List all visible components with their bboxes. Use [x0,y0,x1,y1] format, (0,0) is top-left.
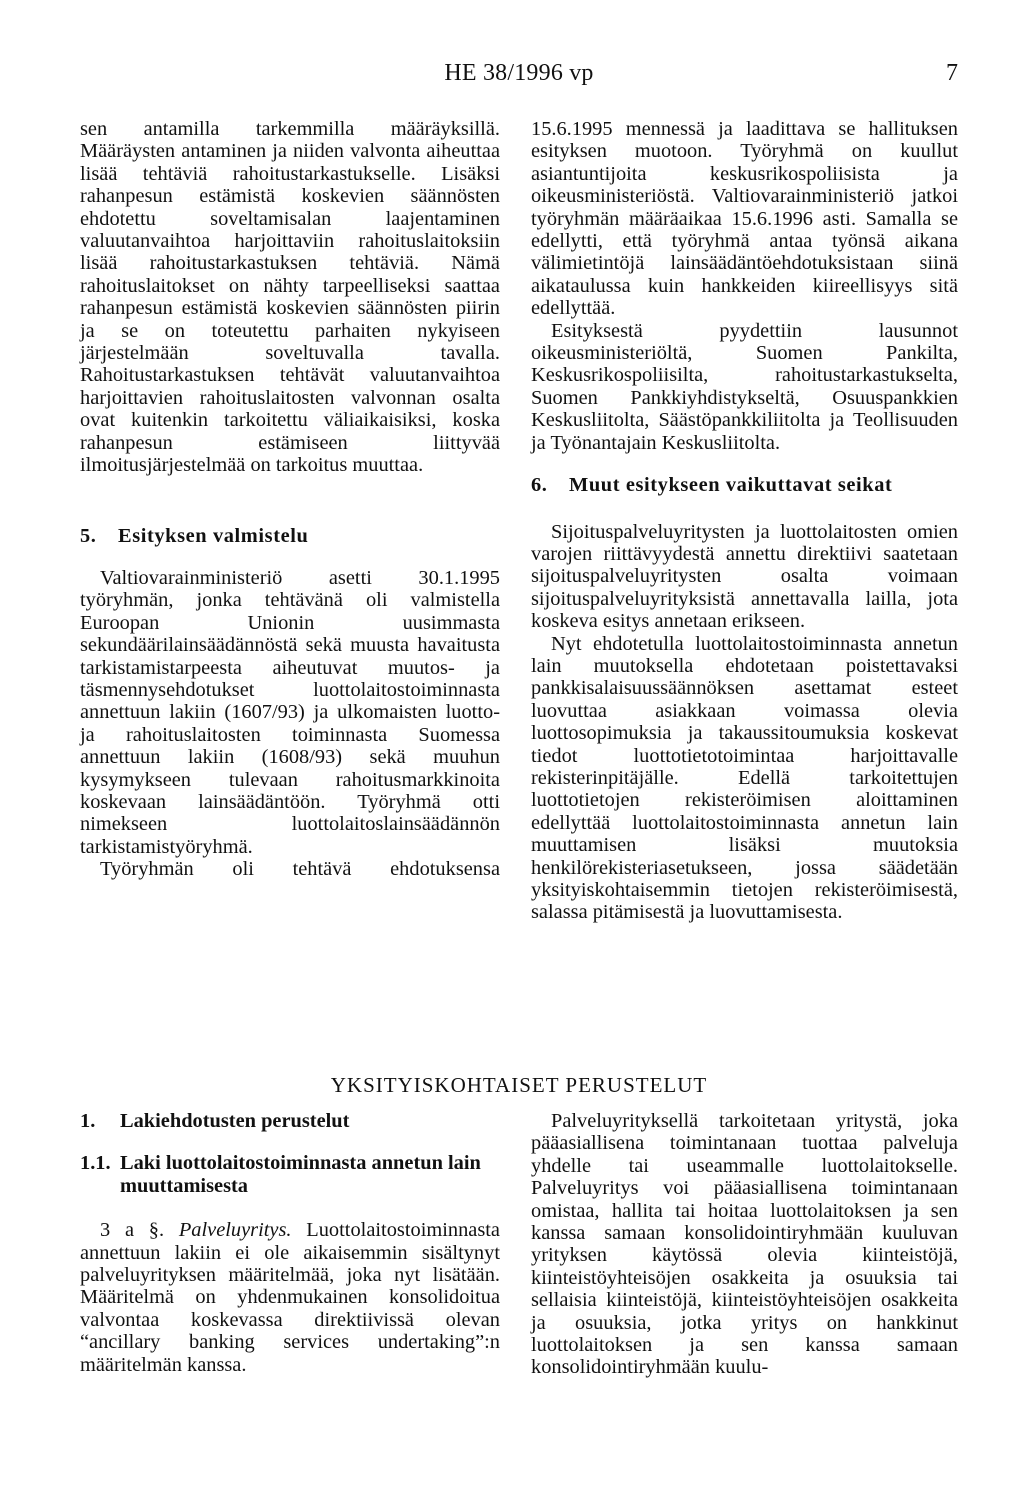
left-paragraph-3: Työryhmän oli tehtävä ehdotuksensa [100,858,500,881]
document-id: HE 38/1996 vp [444,60,594,86]
right-paragraph-3: Sijoituspalveluyritysten ja luottolaitosten omien varojen riittävyydestä annettu direktiivi saatetaan sijoituspalveluyritysten osalta voimaan sijoituspalveluyrityksistä annettavalla lailla, jota koskeva esitys annetaan erikseen. [531,520,958,633]
section-number: 5. [80,524,97,547]
lower-right-column [531,1110,958,1379]
right-paragraph-4: Nyt ehdotetulla luottolaitostoiminnasta annetun lain muutoksella ehdotetaan poistettavaksi pankkisalaisuussäännöksen asettamat esteet luovuttaa asiakkaan voimassa olevia luottosopimuksia ja takaussitoumuksia koskevat tiedot luottotietotoimintaa harjoittavalle rekisterinpitäjälle. Edellä tarkoitettujen luottotietojen rekisteröimisen aloittaminen edellyttää luottolaitostoiminnasta annetun lain muuttamisen lisäksi muutoksia henkilörekisteriasetukseen, jossa säädetään yksityiskohtaisemmin tietojen rekisteröimisestä, salassa pitämisestä ja luovuttamisesta. [531,632,958,924]
left-column [80,118,500,881]
section-name: Palveluyritys. [178,1219,292,1242]
section-title: Muut esitykseen vaikuttavat seikat [569,474,893,497]
heading-number: 1. [80,1110,96,1132]
section-title: Esityksen valmistelu [118,524,309,547]
section-3a-text: Luottolaitostoiminnasta annettuun lakiin ei ole aikaisemmin sisältynyt palveluyrityksen määritelmää, joka nyt lisätään. Määritelmä on yhdenmukainen konsolidoitua valvontaa koskevassa direktiivissä olevan “ancillary banking services undertaking”:n määritelmän kanssa. [80,1219,500,1376]
heading-title: Lakiehdotusten perustelut [120,1110,350,1132]
section-3a-paragraph [80,1219,500,1376]
page-number: 7 [946,60,958,86]
right-column [531,118,958,924]
section-ref: 3 a §. [100,1219,165,1242]
right-paragraph-2: Esityksestä pyydettiin lausunnot oikeusministeriöltä, Suomen Pankilta, Keskusrikospoliisilta, rahoitustarkastukselta, Suomen Pankkiyhdistykseltä, Osuuspankkien Keskusliitolta, Säästöpankkiliitolta ja Teollisuuden ja Työnantajain Keskusliitolta. [531,319,958,454]
heading-1 [80,1110,500,1132]
lower-right-paragraph: Palveluyrityksellä tarkoitetaan yritystä, joka pääasiallisena toimintanaan tuottaa palveluja yhdelle tai useammalle luottolaitokselle. Palveluyritys voi pääasiallisena toimintanaan omistaa, hallita tai hoitaa luottolaitoksen ja sen kanssa samaan konsolidointiryhmään kuuluvan yrityksen käytössä olevia kiinteistöjä, kiinteistöyhteisöjen osakkeita ja osuuksia tai sellaisia kiinteistöjä, kiinteistöyhteisöjen osakkeita ja osuuksia, jotka yritys on hankkinut luottolaitoksen ja sen kanssa samaan konsolidointiryhmään kuulu- [531,1110,958,1379]
right-paragraph-1: 15.6.1995 mennessä ja laadittava se hallituksen esityksen muotoon. Työryhmä on kuullut asiantuntijoita keskusrikospoliisista ja oikeusministeriöstä. Valtiovarainministeriö jatkoi työryhmän määräaikaa 15.6.1996 asti. Samalla se edellytti, että työryhmä antaa työnsä aikana välimietintöjä lainsäädäntöehdotuksistaan siinä aikataulussa kuin hankkeiden kiireellisyys sitä edellyttää. [531,118,958,320]
lower-left-column [80,1110,500,1376]
left-paragraph-1: sen antamilla tarkemmilla määräyksillä. Määräysten antaminen ja niiden valvonta aiheuttaa lisää tehtäviä rahoitustarkastukselle. Lisäksi rahanpesun estämistä koskevien säännösten ehdotettu soveltamisalan laajentaminen valuutanvaihtoa harjoittaviin rahoituslaitoksiin lisää rahoitustarkastuksen tehtäviä. Nämä rahoituslaitokset on nähty tarpeelliseksi saattaa rahanpesun estämistä koskevien säännösten piirin ja se on toteutettu parhaiten nykyiseen järjestelmään soveltuvalla tavalla. Rahoitustarkastuksen tehtävät valuutanvaihtoa harjoittavien rahoituslaitosten valvonnan osalta ovat kuitenkin tarkoitettu väliaikaisiksi, koska rahanpesun estämiseen liittyvää ilmoitusjärjestelmää on tarkoitus muuttaa. [80,118,500,477]
detailed-rationale-heading: YKSITYISKOHTAISET PERUSTELUT [330,1073,708,1097]
page-header [80,60,958,94]
section-6-heading [531,474,958,496]
heading-title: Laki luottolaitostoiminnasta annetun lain muuttamisesta [120,1152,481,1197]
left-paragraph-2: Valtiovarainministeriö asetti 30.1.1995 työryhmän, jonka tehtävänä oli valmistella Euroopan Unionin uusimmasta sekundäärilainsäädännöstä sekä muusta havaitusta tarkistamistarpeesta aiheutuvat muutos- ja täsmennysehdotukset luottolaitostoiminnasta annettuun lakiin (1607/93) ja ulkomaisten luotto- ja rahoituslaitosten toiminnasta Suomessa annettuun lakiin (1608/93) sekä muuhun kysymykseen tulevaan rahoitusmarkkinoita koskevaan lainsäädäntöön. Työryhmä otti nimekseen luottolaitoslainsäädännön tarkistamistyöryhmä. [80,566,500,858]
heading-number: 1.1. [80,1152,111,1175]
heading-1-1 [80,1152,500,1197]
section-5-heading [80,525,500,547]
section-number: 6. [531,474,548,497]
